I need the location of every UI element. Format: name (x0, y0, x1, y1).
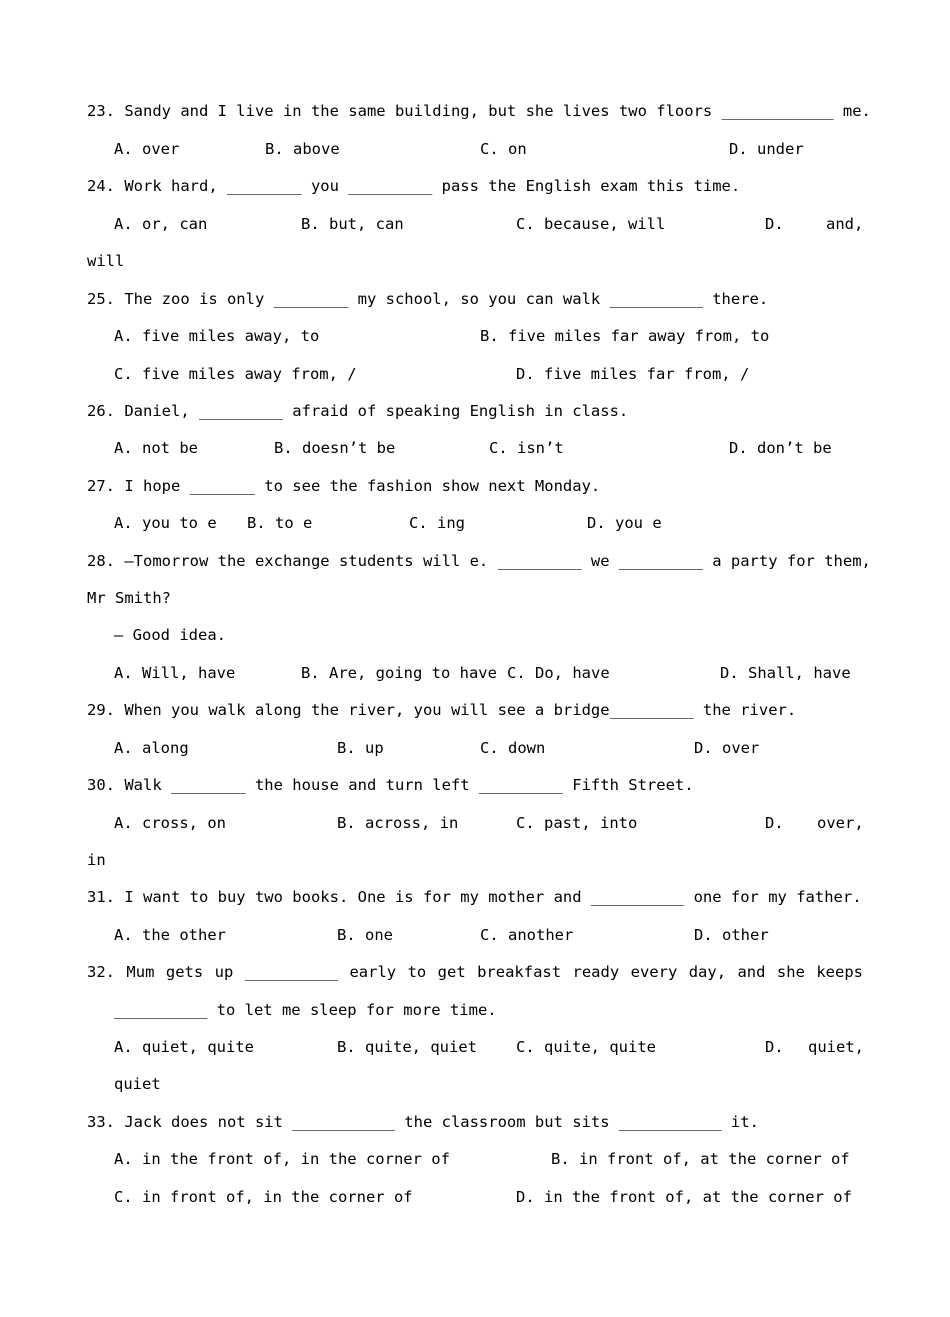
question-32-stem: 32. Mum gets up __________ early to get breakfast ready every day, and she keeps (87, 963, 863, 981)
question-26-stem: 26. Daniel, _________ afraid of speaking English in class. (87, 402, 629, 420)
q30-option-b: B. across, in (337, 814, 459, 832)
q30-option-d-text: over, (817, 814, 864, 832)
q29-option-a: A. along (114, 739, 189, 757)
q30-option-d-wrap: in (87, 851, 106, 869)
q28-option-a: A. Will, have (114, 664, 236, 682)
q27-option-b: B. to e (247, 514, 313, 532)
question-33-stem: 33. Jack does not sit ___________ the classroom but sits ___________ it. (87, 1113, 759, 1131)
q32-option-d-wrap: quiet (114, 1075, 161, 1093)
q27-option-c: C. ing (409, 514, 465, 532)
q26-option-b: B. doesn’t be (274, 439, 396, 457)
q32-option-c: C. quite, quite (516, 1038, 656, 1056)
q32-option-d-text: quiet, (808, 1038, 864, 1056)
q33-option-a: A. in the front of, in the corner of (114, 1150, 450, 1168)
question-23-stem: 23. Sandy and I live in the same building, but she lives two floors ____________ me. (87, 102, 871, 120)
q30-option-a: A. cross, on (114, 814, 226, 832)
q31-option-b: B. one (337, 926, 393, 944)
q25-option-b: B. five miles far away from, to (480, 327, 770, 345)
q23-option-c: C. on (480, 140, 527, 158)
q33-option-d: D. in the front of, at the corner of (516, 1188, 852, 1206)
q29-option-c: C. down (480, 739, 546, 757)
q33-option-c: C. in front of, in the corner of (114, 1188, 413, 1206)
q25-option-d: D. five miles far from, / (516, 365, 750, 383)
q32-option-d: D. (765, 1038, 784, 1056)
q23-option-a: A. over (114, 140, 180, 158)
q24-option-d-text: and, (826, 215, 864, 233)
q23-option-b: B. above (265, 140, 340, 158)
question-31-stem: 31. I want to buy two books. One is for my mother and __________ one for my father. (87, 888, 862, 906)
q26-option-c: C. isn’t (489, 439, 564, 457)
q31-option-c: C. another (480, 926, 574, 944)
q27-option-d: D. you e (587, 514, 662, 532)
q30-option-d: D. (765, 814, 784, 832)
q32-option-b: B. quite, quiet (337, 1038, 477, 1056)
q31-option-d: D. other (694, 926, 769, 944)
question-27-stem: 27. I hope _______ to see the fashion show next Monday. (87, 477, 601, 495)
q32-option-a: A. quiet, quite (114, 1038, 254, 1056)
question-28-stem: 28. —Tomorrow the exchange students will e. _________ we _________ a party for them, (87, 552, 871, 570)
q27-option-a: A. you to e (114, 514, 217, 532)
q24-option-c: C. because, will (516, 215, 666, 233)
q26-option-a: A. not be (114, 439, 198, 457)
q30-option-c: C. past, into (516, 814, 638, 832)
q25-option-a: A. five miles away, to (114, 327, 320, 345)
q28-reply: — Good idea. (114, 626, 226, 644)
question-24-stem: 24. Work hard, ________ you _________ pass the English exam this time. (87, 177, 741, 195)
q33-option-b: B. in front of, at the corner of (551, 1150, 850, 1168)
q24-option-a: A. or, can (114, 215, 208, 233)
question-28-stem-cont: Mr Smith? (87, 589, 171, 607)
q24-option-d-wrap: will (87, 252, 125, 270)
q31-option-a: A. the other (114, 926, 226, 944)
q28-option-b: B. Are, going to have (301, 664, 497, 682)
q24-option-d: D. (765, 215, 784, 233)
q29-option-d: D. over (694, 739, 760, 757)
question-25-stem: 25. The zoo is only ________ my school, so you can walk __________ there. (87, 290, 769, 308)
q23-option-d: D. under (729, 140, 804, 158)
q28-option-c: C. Do, have (507, 664, 610, 682)
q26-option-d: D. don’t be (729, 439, 832, 457)
q25-option-c: C. five miles away from, / (114, 365, 357, 383)
question-30-stem: 30. Walk ________ the house and turn left _________ Fifth Street. (87, 776, 694, 794)
q29-option-b: B. up (337, 739, 384, 757)
q24-option-b: B. but, can (301, 215, 404, 233)
question-29-stem: 29. When you walk along the river, you will see a bridge_________ the river. (87, 701, 797, 719)
q28-option-d: D. Shall, have (720, 664, 851, 682)
question-32-stem-cont: __________ to let me sleep for more time. (114, 1001, 497, 1019)
